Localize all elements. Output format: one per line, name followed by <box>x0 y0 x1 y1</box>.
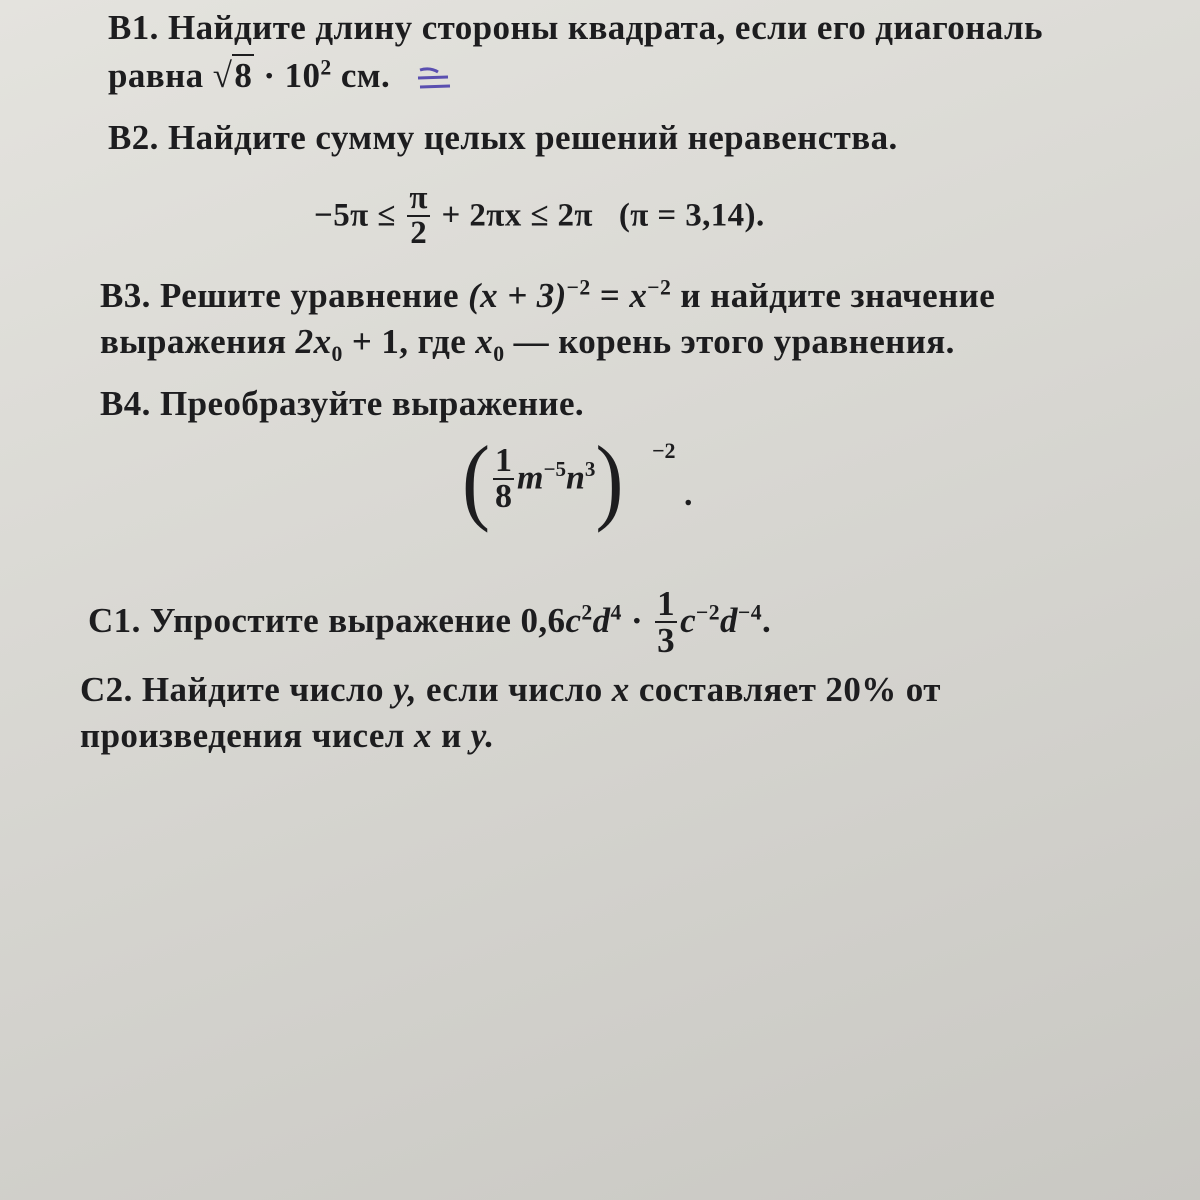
c1-frac-num: 1 <box>657 584 676 623</box>
b2-right: + 2πx ≤ 2π <box>441 197 593 234</box>
c1-line <box>88 584 772 660</box>
c1-end: . <box>761 601 772 641</box>
c2-line-2 <box>80 716 495 756</box>
c1-c-exp: 2 <box>581 600 593 625</box>
b2-note: (π = 3,14). <box>618 197 765 234</box>
b2-frac-num: π <box>409 180 428 216</box>
b2-fraction <box>407 182 429 250</box>
b3-x0: x <box>475 322 494 361</box>
c2-line-1 <box>80 670 941 710</box>
c1-frac-den: 3 <box>657 621 676 660</box>
b2-label: B2. <box>108 118 159 157</box>
c1-d: d <box>592 601 611 641</box>
b1-line-1 <box>108 8 1043 48</box>
c1-coef: 0,6 <box>520 601 566 641</box>
b4-label: B4. <box>100 384 151 423</box>
b2-frac-den: 2 <box>410 215 428 251</box>
c1-c2-exp: −2 <box>696 600 721 625</box>
c2-x: x <box>611 670 630 709</box>
b3-line2-c: — корень этого уравнения. <box>513 322 955 361</box>
b3-sub0: 0 <box>331 342 343 366</box>
c1-d2: d <box>720 601 738 641</box>
b3-label: B3. <box>100 276 151 315</box>
pen-mark-icon <box>416 64 452 94</box>
c2-line2-a: произведения чисел <box>80 716 405 755</box>
b2-left: −5π ≤ <box>314 197 396 234</box>
b4-outer-exp: −2 <box>652 438 676 463</box>
c1-c: c <box>565 601 582 641</box>
c2-y2: y. <box>470 716 495 755</box>
c1-c2: c <box>680 601 697 641</box>
b3-line2-a: выражения <box>100 322 287 361</box>
b4-lparen: ( <box>462 427 490 534</box>
sqrt-sign: √ <box>212 56 233 95</box>
b4-dot: . <box>684 476 693 513</box>
b4-text: Преобразуйте выражение. <box>159 384 585 423</box>
b4-expression <box>462 427 624 534</box>
b4-frac-den: 8 <box>494 477 512 515</box>
c2-and: и <box>441 716 462 755</box>
b3-eq: = <box>599 276 621 315</box>
b1-label: B1. <box>108 8 159 47</box>
b4-fraction <box>493 441 514 515</box>
b1-base: 10 <box>284 56 321 95</box>
c1-fraction <box>655 586 677 658</box>
c1-label: C1. <box>88 601 141 641</box>
b3-line-2 <box>100 322 955 366</box>
b4-line-1 <box>100 384 584 424</box>
c2-y: y, <box>393 670 417 709</box>
b3-exp-right: −2 <box>647 275 672 300</box>
c1-d2-exp: −4 <box>737 600 762 625</box>
b3-base-left: (x + 3) <box>468 276 567 315</box>
b3-expr-plus: + 1, <box>351 322 409 361</box>
c1-text: Упростите выражение <box>149 601 512 641</box>
c2-line1-c: составляет 20% от <box>638 670 941 709</box>
c2-label: C2. <box>80 670 133 709</box>
b3-post: и найдите значение <box>680 276 996 315</box>
b3-line2-b: где <box>417 322 467 361</box>
b2-text: Найдите сумму целых решений неравенства. <box>167 118 898 157</box>
b1-times: · <box>263 56 276 95</box>
c2-line1-b: если число <box>426 670 603 709</box>
b3-sub0b: 0 <box>493 342 505 366</box>
b3-base-right: x <box>629 276 648 315</box>
b1-unit: см. <box>340 56 391 95</box>
b2-inequality <box>314 180 765 252</box>
b4-m: m <box>516 459 544 497</box>
b3-expr-2x: 2x <box>295 322 332 361</box>
b4-rparen: ) <box>595 427 624 534</box>
b4-frac-num: 1 <box>494 441 512 479</box>
b4-m-exp: −5 <box>543 456 566 481</box>
b3-line-1 <box>100 276 995 316</box>
b4-n: n <box>566 459 585 497</box>
b1-text-line1: Найдите длину стороны квадрата, если его диагональ <box>167 8 1043 47</box>
b4-n-exp: 3 <box>584 456 596 481</box>
c2-line1-a: Найдите число <box>141 670 384 709</box>
b1-text-line2: равна <box>108 56 204 95</box>
c2-x2: x <box>414 716 432 755</box>
b1-radicand: 8 <box>234 56 253 95</box>
b1-line-2 <box>108 56 390 96</box>
b2-line-1 <box>108 118 898 158</box>
c1-d-exp: 4 <box>610 600 622 625</box>
b3-pre: Решите уравнение <box>159 276 459 315</box>
b3-exp-left: −2 <box>566 275 591 300</box>
b1-exp: 2 <box>320 55 332 80</box>
c1-times: · <box>630 601 644 641</box>
